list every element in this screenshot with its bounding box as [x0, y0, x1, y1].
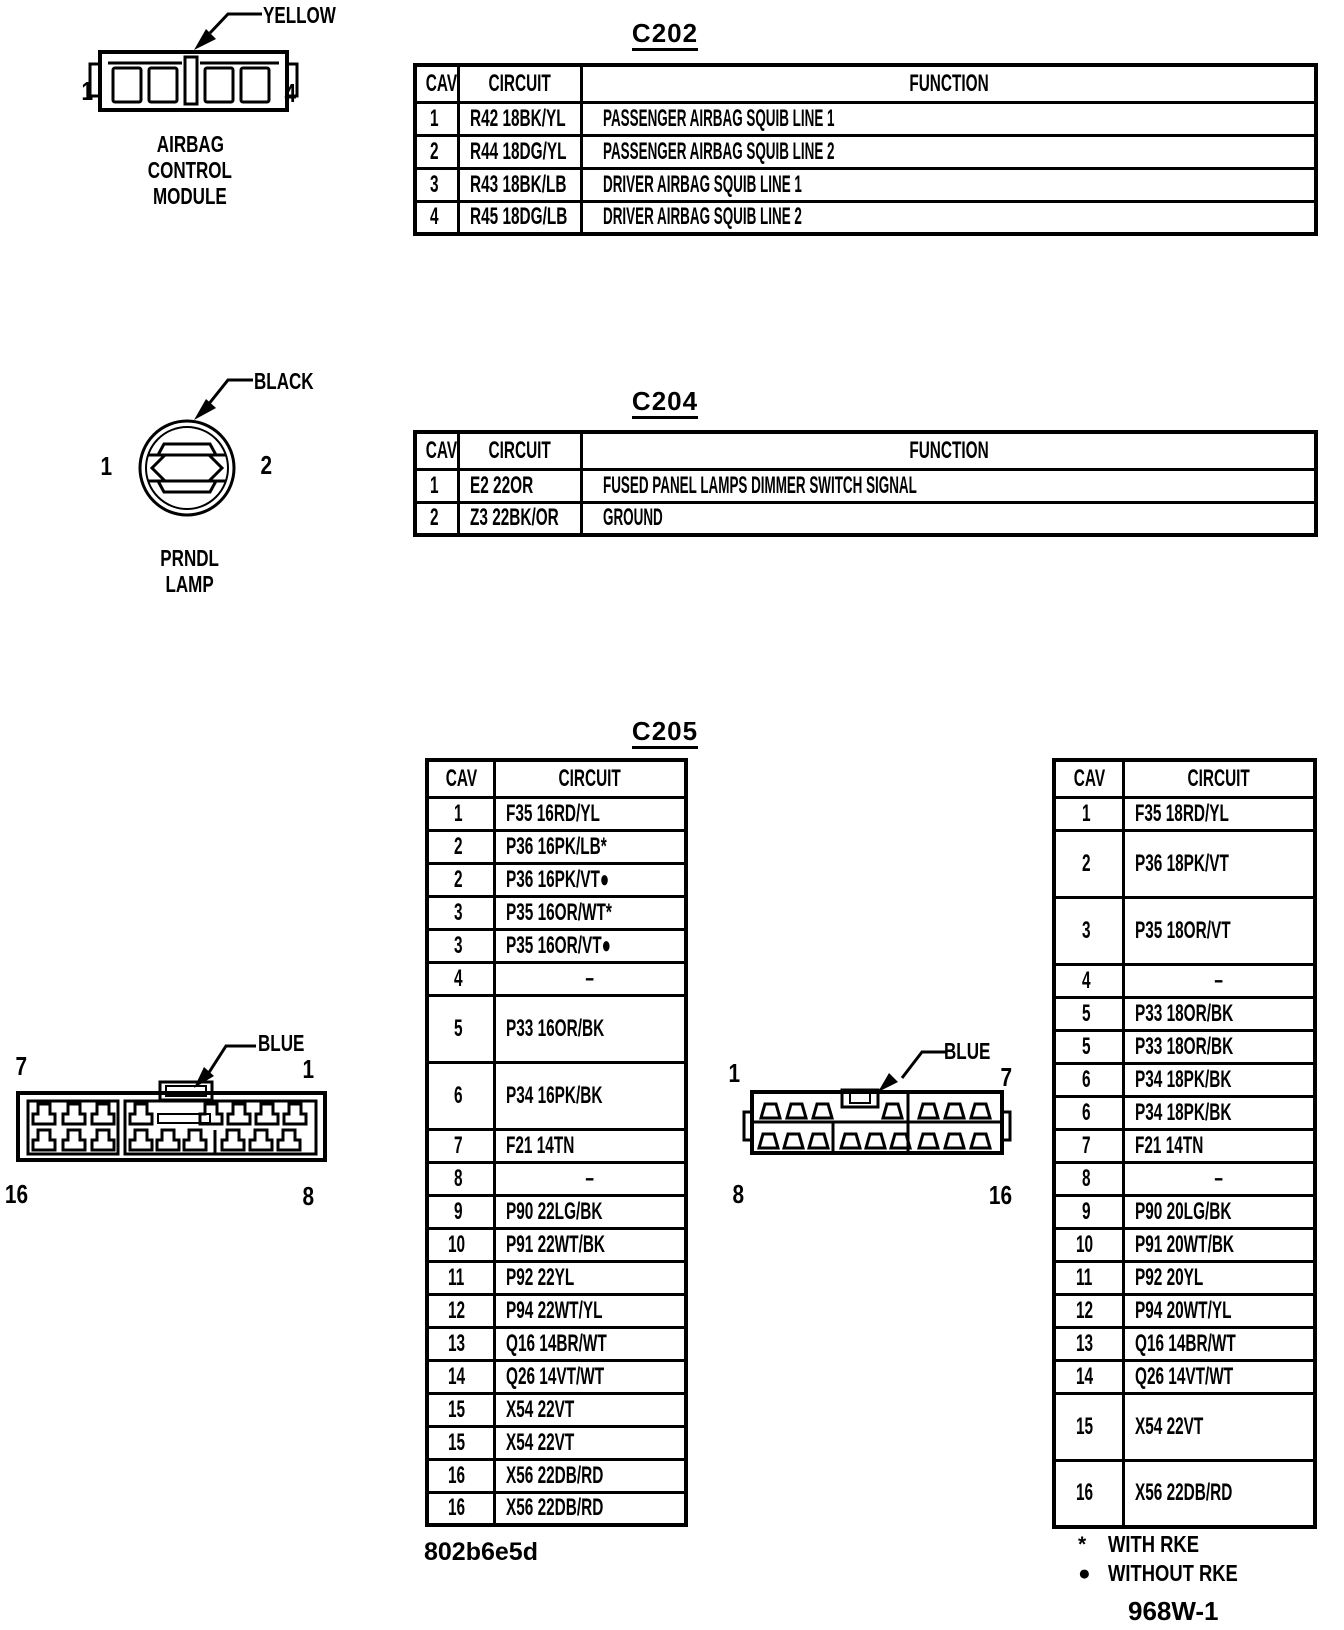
c204-pinout-table: [413, 430, 1318, 537]
table-row: [1054, 1294, 1315, 1327]
circuit-cell: Q26 14VT/WT: [1124, 1360, 1316, 1393]
cav-cell: 10: [427, 1228, 495, 1261]
header-row: [1054, 760, 1315, 797]
circuit-cell: Q16 14BR/WT: [495, 1327, 687, 1360]
cav-cell: 6: [1054, 1063, 1124, 1096]
pin-number: 1: [728, 1058, 741, 1088]
cav-cell: 7: [427, 1129, 495, 1162]
cav-cell: 4: [415, 201, 459, 234]
function-cell: DRIVER AIRBAG SQUIB LINE 2: [582, 201, 1317, 234]
table-row: [427, 1426, 686, 1459]
circuit-cell: P90 20LG/BK: [1124, 1195, 1316, 1228]
cav-cell: 1: [415, 102, 459, 135]
cav-cell: 12: [427, 1294, 495, 1327]
cav-cell: 9: [1054, 1195, 1124, 1228]
function-cell: PASSENGER AIRBAG SQUIB LINE 1: [582, 102, 1317, 135]
cav-cell: 4: [1054, 964, 1124, 997]
circuit-cell: X56 22DB/RD: [1124, 1460, 1316, 1527]
footnote-text: WITHOUT RKE: [1108, 1560, 1238, 1586]
cav-cell: 5: [1054, 1030, 1124, 1063]
pin-number: 1: [81, 76, 94, 106]
table-row: [427, 797, 686, 830]
function-cell: DRIVER AIRBAG SQUIB LINE 1: [582, 168, 1317, 201]
cav-cell: 10: [1054, 1228, 1124, 1261]
cav-cell: 1: [415, 469, 459, 502]
circuit-cell: X56 22DB/RD: [495, 1492, 687, 1525]
cav-cell: 7: [1054, 1129, 1124, 1162]
circuit-cell: P35 16OR/VT●: [495, 929, 687, 962]
circuit-cell: P94 22WT/YL: [495, 1294, 687, 1327]
circuit-cell: P91 22WT/BK: [495, 1228, 687, 1261]
table-row: [415, 469, 1316, 502]
cav-cell: 1: [427, 797, 495, 830]
table-row: [415, 502, 1316, 535]
pin-number: 1: [302, 1054, 315, 1084]
circuit-cell: P92 20YL: [1124, 1261, 1316, 1294]
column-header: CAV: [415, 65, 459, 102]
header-row: [415, 432, 1316, 469]
cav-cell: 13: [1054, 1327, 1124, 1360]
table-row: [415, 168, 1316, 201]
table-row: [1054, 1063, 1315, 1096]
connector-name: [115, 133, 265, 211]
circuit-cell: –: [495, 962, 687, 995]
circuit-cell: P33 16OR/BK: [495, 995, 687, 1062]
footnote-text: WITH RKE: [1108, 1531, 1199, 1557]
cav-cell: 8: [1054, 1162, 1124, 1195]
table-row: [1054, 964, 1315, 997]
table-row: [1054, 1030, 1315, 1063]
pin-number: 16: [988, 1180, 1013, 1210]
cav-cell: 16: [427, 1492, 495, 1525]
cav-cell: 2: [1054, 830, 1124, 897]
table-row: [427, 1261, 686, 1294]
pin-number: 8: [732, 1179, 745, 1209]
table-title-c204: C204: [600, 388, 730, 419]
connector-name-line: MODULE: [153, 183, 227, 209]
cav-cell: 1: [1054, 797, 1124, 830]
cav-cell: 15: [1054, 1393, 1124, 1460]
cav-cell: 11: [427, 1261, 495, 1294]
table-row: [427, 1360, 686, 1393]
function-cell: FUSED PANEL LAMPS DIMMER SWITCH SIGNAL: [582, 469, 1317, 502]
circuit-cell: P91 20WT/BK: [1124, 1228, 1316, 1261]
table-row: [1054, 1360, 1315, 1393]
table-row: [415, 102, 1316, 135]
circuit-cell: –: [1124, 1162, 1316, 1195]
color-callout-arrow: [194, 14, 262, 50]
circuit-cell: P36 16PK/LB*: [495, 830, 687, 863]
column-header: CAV: [415, 432, 459, 469]
pin-number: 2: [260, 450, 273, 480]
cav-cell: 3: [1054, 897, 1124, 964]
column-header: CIRCUIT: [459, 432, 582, 469]
pin-number: 16: [4, 1179, 29, 1209]
circuit-cell: P90 22LG/BK: [495, 1195, 687, 1228]
circuit-cell: P34 18PK/BK: [1124, 1096, 1316, 1129]
circuit-cell: F35 18RD/YL: [1124, 797, 1316, 830]
pin-number: 1: [100, 451, 113, 481]
cav-cell: 14: [1054, 1360, 1124, 1393]
table-row: [427, 1228, 686, 1261]
circuit-cell: P33 18OR/BK: [1124, 997, 1316, 1030]
table-row: [1054, 997, 1315, 1030]
table-row: [1054, 1096, 1315, 1129]
table-row: [1054, 1228, 1315, 1261]
cav-cell: 15: [427, 1393, 495, 1426]
circuit-cell: P92 22YL: [495, 1261, 687, 1294]
table-row: [427, 1062, 686, 1129]
table-row: [1054, 1195, 1315, 1228]
circuit-cell: X54 22VT: [1124, 1393, 1316, 1460]
connector-color-label: YELLOW: [263, 2, 336, 28]
table-row: [427, 1294, 686, 1327]
cav-cell: 9: [427, 1195, 495, 1228]
table-row: [427, 1327, 686, 1360]
cav-cell: 3: [427, 929, 495, 962]
column-header: FUNCTION: [582, 65, 1317, 102]
asterisk-symbol: *: [1078, 1533, 1087, 1556]
color-callout-arrow: [194, 380, 253, 420]
table-row: [415, 201, 1316, 234]
column-header: FUNCTION: [582, 432, 1317, 469]
circuit-cell: R42 18BK/YL: [459, 102, 582, 135]
circuit-cell: –: [495, 1162, 687, 1195]
column-header: CAV: [1054, 760, 1124, 797]
connector-name-line: AIRBAG: [156, 131, 224, 157]
function-cell: PASSENGER AIRBAG SQUIB LINE 2: [582, 135, 1317, 168]
circuit-cell: X54 22VT: [495, 1426, 687, 1459]
table-row: [427, 962, 686, 995]
table-row: [427, 1459, 686, 1492]
footnotes: [1078, 1530, 1270, 1588]
circuit-cell: P94 20WT/YL: [1124, 1294, 1316, 1327]
table-row: [1054, 1129, 1315, 1162]
color-callout-arrow: [878, 1052, 946, 1092]
column-header: CIRCUIT: [459, 65, 582, 102]
cav-cell: 3: [415, 168, 459, 201]
circuit-cell: R44 18DG/YL: [459, 135, 582, 168]
connector-name-line: CONTROL: [147, 157, 233, 183]
column-header: CIRCUIT: [495, 760, 687, 797]
cav-cell: 11: [1054, 1261, 1124, 1294]
c205-pinout-table-right: [1052, 758, 1317, 1529]
circuit-cell: F21 14TN: [495, 1129, 687, 1162]
cav-cell: 3: [427, 896, 495, 929]
table-row: [427, 830, 686, 863]
connector-name: [115, 547, 265, 599]
cav-cell: 2: [427, 830, 495, 863]
table-row: [415, 135, 1316, 168]
circuit-cell: P36 16PK/VT●: [495, 863, 687, 896]
circuit-cell: F35 16RD/YL: [495, 797, 687, 830]
table-row: [1054, 897, 1315, 964]
table-row: [427, 1195, 686, 1228]
table-row: [1054, 1393, 1315, 1460]
table-row: [1054, 1261, 1315, 1294]
c205-pinout-table-left: [425, 758, 688, 1527]
cav-cell: 14: [427, 1360, 495, 1393]
table-row: [1054, 830, 1315, 897]
cav-cell: 2: [415, 502, 459, 535]
page-code: 968W-1: [1128, 1596, 1219, 1626]
table-row: [427, 1393, 686, 1426]
circuit-cell: –: [1124, 964, 1316, 997]
circuit-cell: E2 22OR: [459, 469, 582, 502]
table-row: [427, 896, 686, 929]
circuit-cell: P33 18OR/BK: [1124, 1030, 1316, 1063]
table-row: [427, 995, 686, 1062]
table-row: [427, 929, 686, 962]
cav-cell: 16: [1054, 1460, 1124, 1527]
footnote-without-rke: [1078, 1559, 1270, 1588]
pin-number: 7: [1000, 1062, 1013, 1092]
table-row: [427, 1492, 686, 1525]
cav-cell: 4: [427, 962, 495, 995]
connector-color-label: BLUE: [258, 1030, 305, 1056]
footnote-with-rke: [1078, 1530, 1270, 1559]
cav-cell: 16: [427, 1459, 495, 1492]
dot-symbol: ●: [1078, 1562, 1091, 1585]
pin-number: 8: [302, 1181, 315, 1211]
circuit-cell: F21 14TN: [1124, 1129, 1316, 1162]
cav-cell: 6: [427, 1062, 495, 1129]
circuit-cell: P36 18PK/VT: [1124, 830, 1316, 897]
pin-number: 7: [15, 1051, 28, 1081]
cav-cell: 5: [427, 995, 495, 1062]
table-row: [427, 1162, 686, 1195]
connector-name-line: PRNDL: [160, 545, 220, 571]
circuit-cell: P34 16PK/BK: [495, 1062, 687, 1129]
connector-color-label: BLUE: [944, 1038, 991, 1064]
header-row: [415, 65, 1316, 102]
table-row: [427, 863, 686, 896]
table-row: [1054, 1327, 1315, 1360]
circuit-cell: X54 22VT: [495, 1393, 687, 1426]
circuit-cell: Q26 14VT/WT: [495, 1360, 687, 1393]
cav-cell: 2: [427, 863, 495, 896]
table-title-c205: C205: [600, 718, 730, 749]
cav-cell: 15: [427, 1426, 495, 1459]
connector-name-line: LAMP: [165, 571, 215, 597]
circuit-cell: P34 18PK/BK: [1124, 1063, 1316, 1096]
table-row: [1054, 1162, 1315, 1195]
c202-pinout-table: [413, 63, 1318, 236]
diagram-code: 802b6e5d: [424, 1538, 538, 1566]
cav-cell: 12: [1054, 1294, 1124, 1327]
pin-number: 4: [284, 78, 297, 108]
circuit-cell: X56 22DB/RD: [495, 1459, 687, 1492]
header-row: [427, 760, 686, 797]
function-cell: GROUND: [582, 502, 1317, 535]
circuit-cell: P35 16OR/WT*: [495, 896, 687, 929]
cav-cell: 8: [427, 1162, 495, 1195]
cav-cell: 2: [415, 135, 459, 168]
column-header: CIRCUIT: [1124, 760, 1316, 797]
connector-color-label: BLACK: [254, 368, 314, 394]
circuit-cell: Z3 22BK/OR: [459, 502, 582, 535]
cav-cell: 13: [427, 1327, 495, 1360]
cav-cell: 6: [1054, 1096, 1124, 1129]
table-row: [1054, 1460, 1315, 1527]
cav-cell: 5: [1054, 997, 1124, 1030]
circuit-cell: Q16 14BR/WT: [1124, 1327, 1316, 1360]
table-row: [1054, 797, 1315, 830]
circuit-cell: R45 18DG/LB: [459, 201, 582, 234]
circuit-cell: R43 18BK/LB: [459, 168, 582, 201]
table-row: [427, 1129, 686, 1162]
column-header: CAV: [427, 760, 495, 797]
circuit-cell: P35 18OR/VT: [1124, 897, 1316, 964]
table-title-c202: C202: [600, 20, 730, 51]
